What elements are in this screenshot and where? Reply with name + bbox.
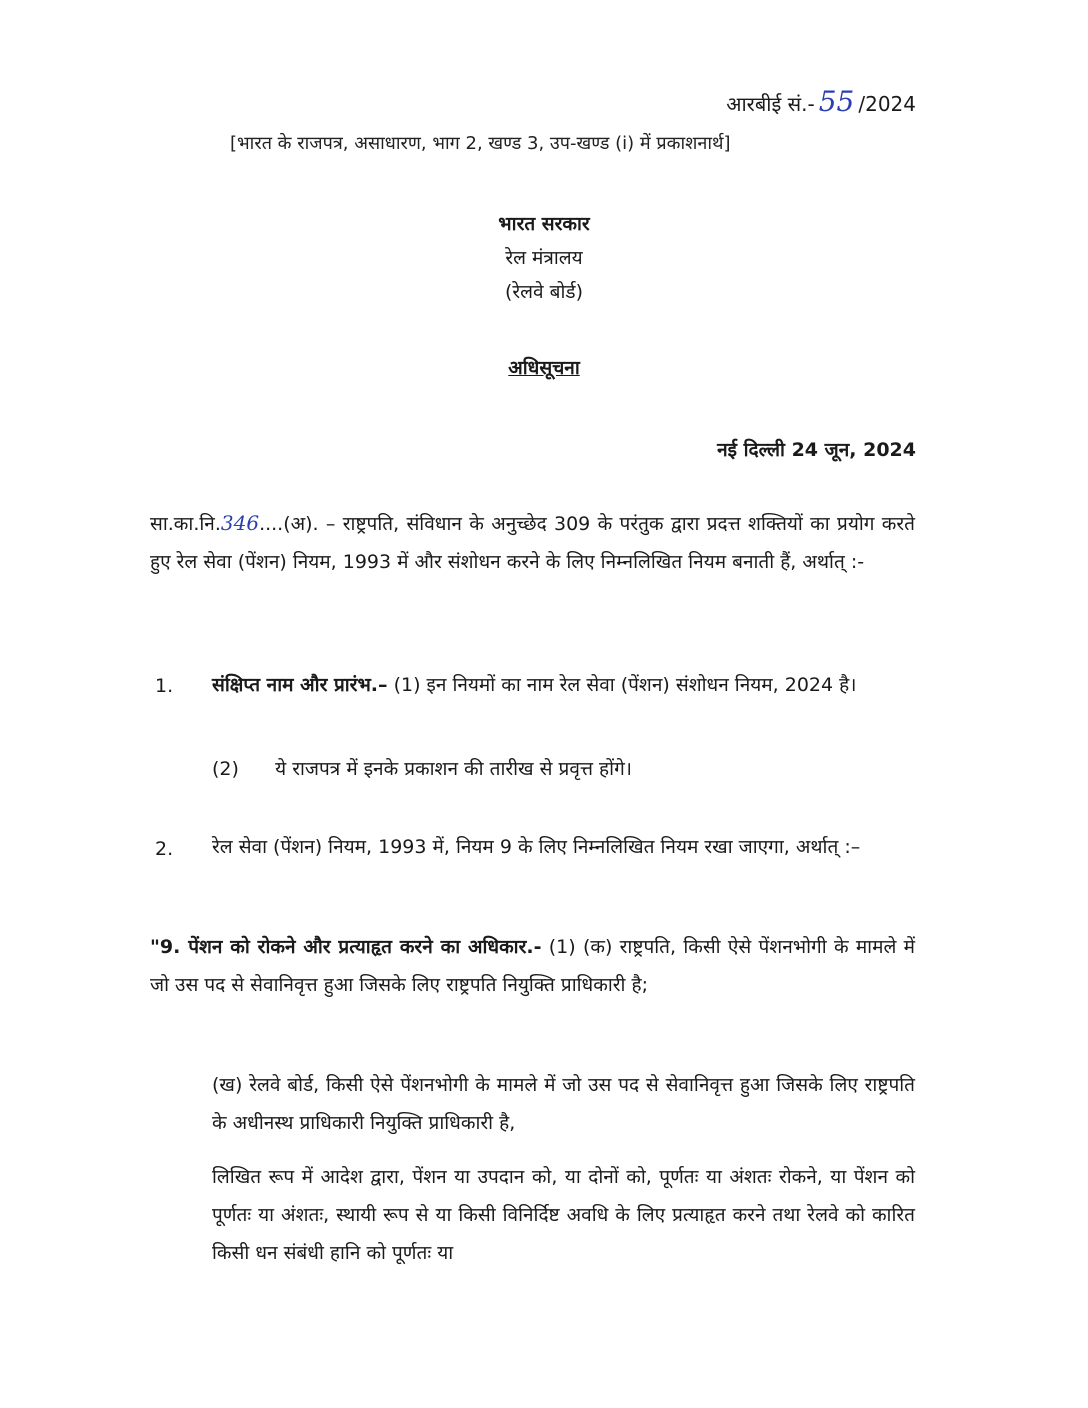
gsr-number-handwritten: 346	[220, 511, 260, 535]
rbe-number-handwritten: 55	[818, 85, 855, 118]
authority-ministry: रेल मंत्रालय	[505, 247, 583, 269]
preamble-text: ....(अ). – राष्ट्रपति, संविधान के अनुच्छेद 309 के परंतुक द्वारा प्रदत्त शक्तियों का प्रयोग करते हुए रेल सेवा (पेंशन) नियम, 1993 में और संशोधन करने के लिए निम्नलिखित नियम बनाती हैं, अर्थात् :-	[150, 513, 915, 573]
authority-board: (रेलवे बोर्ड)	[504, 281, 584, 303]
rule-1-subclause: (2) ये राजपत्र में इनके प्रकाशन की तारीख से प्रवृत्त होंगे।	[212, 758, 632, 780]
gsr-prefix: सा.का.नि.	[150, 513, 221, 535]
rule-2-number: 2.	[155, 838, 174, 860]
rbe-prefix: आरबीई सं.-	[726, 92, 815, 116]
rule-9-continuation: लिखित रूप में आदेश द्वारा, पेंशन या उपदान को, या दोनों को, पूर्णतः या अंशतः रोकने, या पेंशन को पूर्णतः या अंशतः, स्थायी रूप से या किसी विनिर्दिष्ट अवधि के लिए प्रत्याहृत करने तथा रेलवे को कारित किसी धन संबंधी हानि को पूर्णतः या	[212, 1166, 915, 1264]
rule-1-heading: संक्षिप्त नाम और प्रारंभ.–	[212, 674, 388, 696]
gazette-note: [भारत के राजपत्र, असाधारण, भाग 2, खण्ड 3, उप-खण्ड (i) में प्रकाशनार्थ]	[230, 133, 731, 154]
rule-1-body: (1) इन नियमों का नाम रेल सेवा (पेंशन) संशोधन नियम, 2024 है।	[387, 674, 857, 696]
rule-1-number: 1.	[155, 675, 174, 697]
date-line: नई दिल्ली 24 जून, 2024	[717, 439, 916, 461]
rbe-suffix: /2024	[858, 92, 916, 116]
rule-2-text: रेल सेवा (पेंशन) नियम, 1993 में, नियम 9 के लिए निम्नलिखित नियम रखा जाएगा, अर्थात् :–	[212, 836, 861, 858]
rule-9-clause-kha: (ख) रेलवे बोर्ड, किसी ऐसे पेंशनभोगी के मामले में जो उस पद से सेवानिवृत्त हुआ जिसके लिए राष्ट्रपति के अधीनस्थ प्राधिकारी नियुक्ति प्राधिकारी है,	[212, 1074, 915, 1134]
rule-1-text	[212, 666, 915, 704]
preamble-paragraph	[150, 504, 915, 581]
rule-9-clause-ka: (1) (क) राष्ट्रपति, किसी ऐसे पेंशनभोगी के मामले में जो उस पद से सेवानिवृत्त हुआ जिसके लिए राष्ट्रपति नियुक्ति प्राधिकारी है;	[150, 936, 915, 996]
rbe-reference	[726, 85, 916, 118]
rule-9-paragraph	[150, 928, 915, 1004]
notification-title: अधिसूचना	[508, 357, 580, 379]
authority-government: भारत सरकार	[498, 213, 590, 235]
rule-9-heading: "9. पेंशन को रोकने और प्रत्याहृत करने का अधिकार.-	[150, 936, 542, 958]
